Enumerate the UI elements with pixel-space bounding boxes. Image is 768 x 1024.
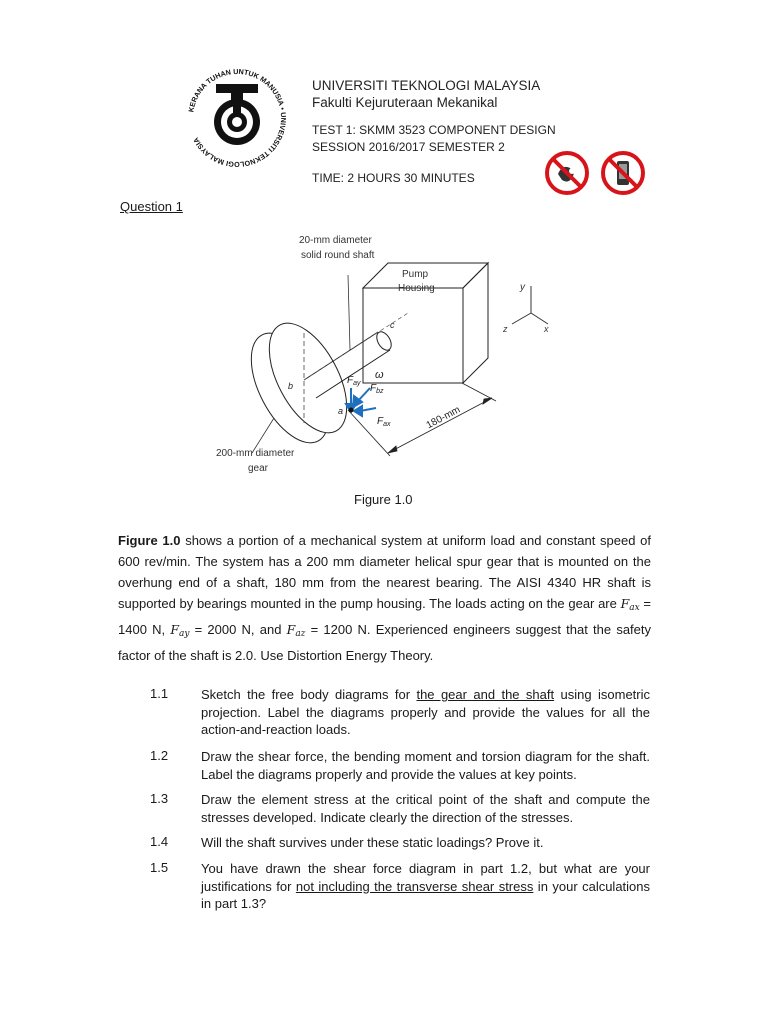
f-ax-label: $F_{ax}$ [377, 416, 391, 428]
question-text: Draw the element stress at the critical point of the shaft and compute the stresses developed. Indicate clearly the direction of the stresses. [201, 792, 650, 825]
point-b-label: b [288, 381, 294, 391]
point-a-label: a [338, 406, 344, 416]
question-text: Sketch the free body diagrams for the gear and the shaft using isometric projection. Label the diagrams properly and provide the values for all the action-and-reaction loads. [201, 687, 651, 737]
question-number: 1.2 [150, 748, 169, 763]
figure-ref: Figure 1.0 [118, 533, 181, 548]
question-text: Will the shaft survives under these static loadings? Prove it. [201, 835, 544, 850]
question-text: You have drawn the shear force diagram in part 1.2, but what are your justifications for not including the transverse shear stress in your calculations in part 1.3? [201, 861, 651, 911]
axis-y-label: y [520, 282, 525, 293]
axis-x-label: x [544, 324, 549, 334]
point-c-label: c [390, 320, 395, 330]
session-label: SESSION 2016/2017 SEMESTER 2 [312, 140, 505, 154]
fax-symbol: $F_{ax}$ [620, 596, 640, 613]
gear-label-1: 200-mm diameter [216, 448, 295, 459]
utm-logo [183, 64, 291, 172]
time-label: TIME: 2 HOURS 30 MINUTES [312, 171, 475, 185]
faculty-name: Fakulti Kejuruteraan Mekanikal [312, 95, 498, 110]
no-food-icon [544, 150, 590, 196]
f-bz-label: $F_{bz}$ [370, 383, 384, 395]
question-text: Draw the shear force, the bending moment and torsion diagram for the shaft. Label the diagrams properly and provide the values at key points. [201, 749, 650, 782]
f-ay-label: $F_{ay}$ [347, 375, 361, 387]
point-a-marker [349, 408, 354, 413]
coordinate-axes [512, 286, 548, 324]
housing-label-1: Pump [402, 269, 429, 280]
logo-ring-text: KERANA TUHAN UNTUK MANUSIA • UNIVERSITI TEKNOLOGI MALAYSIA [186, 66, 289, 170]
question-number: 1.4 [150, 834, 169, 849]
housing-label-2: Housing [398, 283, 435, 294]
gear-disk [235, 311, 362, 455]
faz-symbol: $F_{az}$ [286, 622, 306, 639]
question-title: Question 1 [120, 199, 183, 214]
shaft-label-1: 20-mm diameter [299, 235, 372, 246]
dimension-label: 180-mm [424, 404, 463, 432]
axis-z-label: z [503, 324, 508, 334]
problem-statement: Figure 1.0 shows a portion of a mechanical system at uniform load and constant speed of 600 rev/min. The system has a 200 mm diameter helical spur gear that is mounted on the overhung end of a shaft, 180 mm from the nearest bearing. The AISI 4340 HR shaft is supported by bearings mounted in the pump housing. The loads acting on the gear are $F_{ax} = 1400$ N, $F_{ay} = 2000$ N, and $F_{az} = 1200$ N. Experienced engineers suggest that the safety factor of the shaft is 2.0. Use Distortion Energy Theory. [118, 533, 651, 663]
question-number: 1.5 [150, 860, 169, 875]
figure-caption: Figure 1.0 [354, 492, 413, 507]
test-title: TEST 1: SKMM 3523 COMPONENT DESIGN [312, 123, 556, 137]
university-name: UNIVERSITI TEKNOLOGI MALAYSIA [312, 78, 541, 93]
omega-label: ω [375, 369, 384, 381]
figure-1-diagram [200, 228, 580, 483]
shaft-label-2: solid round shaft [301, 250, 375, 261]
no-phone-icon [600, 150, 646, 196]
fay-symbol: $F_{ay}$ [170, 622, 190, 639]
question-number: 1.3 [150, 791, 169, 806]
question-number: 1.1 [150, 686, 169, 701]
shaft-leader [348, 275, 350, 350]
gear-label-2: gear [248, 463, 269, 474]
pump-housing [363, 263, 488, 383]
